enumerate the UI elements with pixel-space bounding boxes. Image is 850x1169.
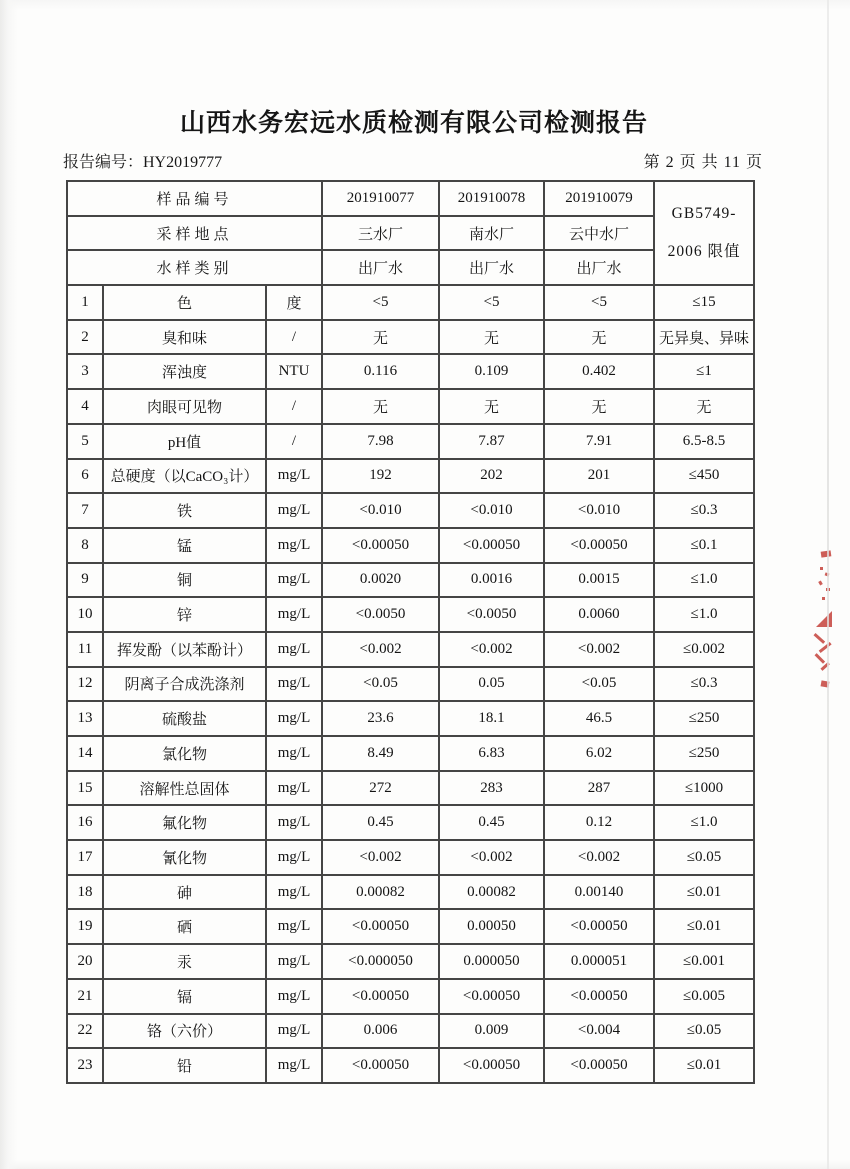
row-number: 19 bbox=[67, 909, 103, 944]
limit-value: ≤0.01 bbox=[654, 875, 754, 910]
table-row bbox=[67, 909, 754, 944]
limit-value: ≤0.005 bbox=[654, 979, 754, 1014]
param-unit: mg/L bbox=[266, 493, 322, 528]
limit-value: ≤0.05 bbox=[654, 840, 754, 875]
param-unit: mg/L bbox=[266, 875, 322, 910]
param-unit: mg/L bbox=[266, 701, 322, 736]
sample-id-3: 201910079 bbox=[544, 181, 654, 216]
value-sample-2: <0.00050 bbox=[439, 979, 544, 1014]
limit-value: 无 bbox=[654, 389, 754, 424]
limit-value: ≤1.0 bbox=[654, 805, 754, 840]
value-sample-2: 0.00082 bbox=[439, 875, 544, 910]
table-row bbox=[67, 701, 754, 736]
value-sample-2: 0.000050 bbox=[439, 944, 544, 979]
value-sample-1: <0.05 bbox=[322, 667, 439, 702]
report-meta bbox=[63, 149, 763, 172]
value-sample-3: 无 bbox=[544, 389, 654, 424]
limit-value: ≤250 bbox=[654, 701, 754, 736]
param-unit: mg/L bbox=[266, 1048, 322, 1083]
param-name: pH值 bbox=[103, 424, 266, 459]
limit-value: 无异臭、异味 bbox=[654, 320, 754, 355]
value-sample-1: 8.49 bbox=[322, 736, 439, 771]
table-row bbox=[67, 736, 754, 771]
table-row bbox=[67, 875, 754, 910]
value-sample-1: <0.00050 bbox=[322, 1048, 439, 1083]
value-sample-1: 23.6 bbox=[322, 701, 439, 736]
param-unit: mg/L bbox=[266, 667, 322, 702]
table-row bbox=[67, 1014, 754, 1049]
row-number: 20 bbox=[67, 944, 103, 979]
table-row bbox=[67, 771, 754, 806]
page-indicator: 第 2 页 共 11 页 bbox=[643, 154, 763, 171]
value-sample-1: 0.116 bbox=[322, 354, 439, 389]
row-number: 14 bbox=[67, 736, 103, 771]
paper-fold-line bbox=[827, 0, 829, 1169]
param-unit: / bbox=[266, 424, 322, 459]
table-row bbox=[67, 1048, 754, 1083]
row-number: 4 bbox=[67, 389, 103, 424]
value-sample-3: 287 bbox=[544, 771, 654, 806]
value-sample-2: <0.002 bbox=[439, 632, 544, 667]
sample-type-label: 水样类别 bbox=[67, 250, 322, 285]
row-number: 7 bbox=[67, 493, 103, 528]
param-unit: mg/L bbox=[266, 840, 322, 875]
value-sample-2: <0.00050 bbox=[439, 528, 544, 563]
sample-type-1: 出厂水 bbox=[322, 250, 439, 285]
row-number: 18 bbox=[67, 875, 103, 910]
limit-value: ≤1.0 bbox=[654, 597, 754, 632]
value-sample-2: 18.1 bbox=[439, 701, 544, 736]
value-sample-1: <5 bbox=[322, 285, 439, 320]
param-unit: / bbox=[266, 389, 322, 424]
value-sample-1: 192 bbox=[322, 459, 439, 494]
value-sample-1: 272 bbox=[322, 771, 439, 806]
limit-value: ≤0.002 bbox=[654, 632, 754, 667]
sample-id-1: 201910077 bbox=[322, 181, 439, 216]
value-sample-2: 6.83 bbox=[439, 736, 544, 771]
table-row bbox=[67, 632, 754, 667]
value-sample-1: 7.98 bbox=[322, 424, 439, 459]
table-row bbox=[67, 597, 754, 632]
row-number: 10 bbox=[67, 597, 103, 632]
limit-value: ≤15 bbox=[654, 285, 754, 320]
value-sample-1: <0.00050 bbox=[322, 979, 439, 1014]
param-name: 铁 bbox=[103, 493, 266, 528]
header-row-location bbox=[67, 216, 754, 251]
table-header bbox=[67, 181, 754, 285]
param-unit: 度 bbox=[266, 285, 322, 320]
table-row bbox=[67, 459, 754, 494]
header-row-sample-id bbox=[67, 181, 754, 216]
value-sample-3: <0.010 bbox=[544, 493, 654, 528]
table-row bbox=[67, 493, 754, 528]
param-name: 铅 bbox=[103, 1048, 266, 1083]
table-row bbox=[67, 979, 754, 1014]
value-sample-1: <0.002 bbox=[322, 632, 439, 667]
value-sample-1: 0.006 bbox=[322, 1014, 439, 1049]
value-sample-2: <0.010 bbox=[439, 493, 544, 528]
limit-value: ≤1 bbox=[654, 354, 754, 389]
param-unit: mg/L bbox=[266, 771, 322, 806]
limit-header-line2: 2006 限值 bbox=[667, 243, 741, 261]
results-table bbox=[66, 180, 755, 1084]
param-unit: mg/L bbox=[266, 632, 322, 667]
param-unit: mg/L bbox=[266, 979, 322, 1014]
value-sample-1: 0.0020 bbox=[322, 563, 439, 598]
param-unit: mg/L bbox=[266, 563, 322, 598]
table-row bbox=[67, 528, 754, 563]
value-sample-3: <0.00050 bbox=[544, 528, 654, 563]
value-sample-3: <0.00050 bbox=[544, 909, 654, 944]
row-number: 1 bbox=[67, 285, 103, 320]
value-sample-3: 7.91 bbox=[544, 424, 654, 459]
value-sample-3: 0.0015 bbox=[544, 563, 654, 598]
value-sample-3: <0.004 bbox=[544, 1014, 654, 1049]
param-name: 臭和味 bbox=[103, 320, 266, 355]
value-sample-1: <0.0050 bbox=[322, 597, 439, 632]
param-unit: mg/L bbox=[266, 944, 322, 979]
value-sample-2: <5 bbox=[439, 285, 544, 320]
sample-type-2: 出厂水 bbox=[439, 250, 544, 285]
value-sample-1: <0.00050 bbox=[322, 528, 439, 563]
value-sample-2: <0.0050 bbox=[439, 597, 544, 632]
param-unit: / bbox=[266, 320, 322, 355]
param-name: 镉 bbox=[103, 979, 266, 1014]
table-row bbox=[67, 563, 754, 598]
param-name: 硫酸盐 bbox=[103, 701, 266, 736]
param-name: 氟化物 bbox=[103, 805, 266, 840]
table-row bbox=[67, 285, 754, 320]
limit-value: ≤0.1 bbox=[654, 528, 754, 563]
param-unit: mg/L bbox=[266, 805, 322, 840]
row-number: 22 bbox=[67, 1014, 103, 1049]
value-sample-2: 无 bbox=[439, 320, 544, 355]
limit-value: ≤1.0 bbox=[654, 563, 754, 598]
param-unit: mg/L bbox=[266, 459, 322, 494]
param-name: 总硬度（以CaCO₃计） bbox=[103, 459, 266, 494]
row-number: 12 bbox=[67, 667, 103, 702]
row-number: 8 bbox=[67, 528, 103, 563]
limit-value: ≤0.001 bbox=[654, 944, 754, 979]
param-name: 浑浊度 bbox=[103, 354, 266, 389]
sample-id-2: 201910078 bbox=[439, 181, 544, 216]
value-sample-1: <0.00050 bbox=[322, 909, 439, 944]
value-sample-3: 6.02 bbox=[544, 736, 654, 771]
value-sample-2: 0.00050 bbox=[439, 909, 544, 944]
value-sample-1: <0.010 bbox=[322, 493, 439, 528]
page-title: 山西水务宏远水质检测有限公司检测报告 bbox=[179, 109, 648, 137]
table-row bbox=[67, 805, 754, 840]
value-sample-3: 无 bbox=[544, 320, 654, 355]
param-name: 氯化物 bbox=[103, 736, 266, 771]
report-number: 报告编号：HY2019777 bbox=[63, 154, 223, 171]
table-row bbox=[67, 944, 754, 979]
location-label: 采样地点 bbox=[67, 216, 322, 251]
results-tbody bbox=[67, 285, 754, 1083]
param-name: 锌 bbox=[103, 597, 266, 632]
value-sample-2: 0.05 bbox=[439, 667, 544, 702]
location-1: 三水厂 bbox=[322, 216, 439, 251]
row-number: 16 bbox=[67, 805, 103, 840]
value-sample-3: 0.402 bbox=[544, 354, 654, 389]
value-sample-3: 0.12 bbox=[544, 805, 654, 840]
table-row bbox=[67, 389, 754, 424]
table-row bbox=[67, 320, 754, 355]
limit-value: ≤0.01 bbox=[654, 909, 754, 944]
value-sample-3: 0.000051 bbox=[544, 944, 654, 979]
value-sample-2: 0.0016 bbox=[439, 563, 544, 598]
value-sample-3: <5 bbox=[544, 285, 654, 320]
row-number: 13 bbox=[67, 701, 103, 736]
limit-header-line1: GB5749- bbox=[671, 205, 737, 223]
table-row bbox=[67, 840, 754, 875]
value-sample-1: 0.00082 bbox=[322, 875, 439, 910]
param-unit: mg/L bbox=[266, 528, 322, 563]
value-sample-1: <0.000050 bbox=[322, 944, 439, 979]
param-name: 锰 bbox=[103, 528, 266, 563]
value-sample-3: 0.00140 bbox=[544, 875, 654, 910]
red-stamp-fragment bbox=[806, 545, 836, 695]
value-sample-2: 0.009 bbox=[439, 1014, 544, 1049]
value-sample-2: 7.87 bbox=[439, 424, 544, 459]
table-row bbox=[67, 424, 754, 459]
param-name: 溶解性总固体 bbox=[103, 771, 266, 806]
param-name: 砷 bbox=[103, 875, 266, 910]
value-sample-2: 283 bbox=[439, 771, 544, 806]
sample-type-3: 出厂水 bbox=[544, 250, 654, 285]
param-name: 肉眼可见物 bbox=[103, 389, 266, 424]
row-number: 3 bbox=[67, 354, 103, 389]
limit-value: ≤0.3 bbox=[654, 493, 754, 528]
value-sample-1: 无 bbox=[322, 389, 439, 424]
param-name: 铜 bbox=[103, 563, 266, 598]
header-row-sample-type bbox=[67, 250, 754, 285]
limit-value: ≤0.3 bbox=[654, 667, 754, 702]
param-unit: NTU bbox=[266, 354, 322, 389]
param-name: 铬（六价） bbox=[103, 1014, 266, 1049]
value-sample-1: 无 bbox=[322, 320, 439, 355]
value-sample-3: <0.05 bbox=[544, 667, 654, 702]
location-2: 南水厂 bbox=[439, 216, 544, 251]
value-sample-3: <0.00050 bbox=[544, 1048, 654, 1083]
param-name: 硒 bbox=[103, 909, 266, 944]
param-name: 阴离子合成洗涤剂 bbox=[103, 667, 266, 702]
value-sample-2: 0.45 bbox=[439, 805, 544, 840]
value-sample-3: <0.002 bbox=[544, 632, 654, 667]
location-3: 云中水厂 bbox=[544, 216, 654, 251]
limit-value: ≤0.01 bbox=[654, 1048, 754, 1083]
limit-value: ≤450 bbox=[654, 459, 754, 494]
param-name: 挥发酚（以苯酚计） bbox=[103, 632, 266, 667]
value-sample-2: <0.00050 bbox=[439, 1048, 544, 1083]
row-number: 15 bbox=[67, 771, 103, 806]
limit-value: 6.5-8.5 bbox=[654, 424, 754, 459]
value-sample-2: 202 bbox=[439, 459, 544, 494]
row-number: 5 bbox=[67, 424, 103, 459]
value-sample-2: 0.109 bbox=[439, 354, 544, 389]
param-name: 色 bbox=[103, 285, 266, 320]
limit-value: ≤0.05 bbox=[654, 1014, 754, 1049]
value-sample-3: <0.00050 bbox=[544, 979, 654, 1014]
param-unit: mg/L bbox=[266, 909, 322, 944]
table-row bbox=[67, 667, 754, 702]
param-unit: mg/L bbox=[266, 736, 322, 771]
row-number: 6 bbox=[67, 459, 103, 494]
value-sample-1: <0.002 bbox=[322, 840, 439, 875]
sample-id-label: 样品编号 bbox=[67, 181, 322, 216]
limit-value: ≤250 bbox=[654, 736, 754, 771]
param-name: 氰化物 bbox=[103, 840, 266, 875]
value-sample-2: 无 bbox=[439, 389, 544, 424]
value-sample-1: 0.45 bbox=[322, 805, 439, 840]
value-sample-3: 201 bbox=[544, 459, 654, 494]
row-number: 23 bbox=[67, 1048, 103, 1083]
row-number: 21 bbox=[67, 979, 103, 1014]
value-sample-3: 46.5 bbox=[544, 701, 654, 736]
param-unit: mg/L bbox=[266, 597, 322, 632]
value-sample-3: 0.0060 bbox=[544, 597, 654, 632]
value-sample-2: <0.002 bbox=[439, 840, 544, 875]
param-unit: mg/L bbox=[266, 1014, 322, 1049]
value-sample-3: <0.002 bbox=[544, 840, 654, 875]
row-number: 2 bbox=[67, 320, 103, 355]
limit-column-header bbox=[654, 181, 754, 285]
row-number: 11 bbox=[67, 632, 103, 667]
limit-value: ≤1000 bbox=[654, 771, 754, 806]
row-number: 17 bbox=[67, 840, 103, 875]
row-number: 9 bbox=[67, 563, 103, 598]
param-name: 汞 bbox=[103, 944, 266, 979]
table-row bbox=[67, 354, 754, 389]
